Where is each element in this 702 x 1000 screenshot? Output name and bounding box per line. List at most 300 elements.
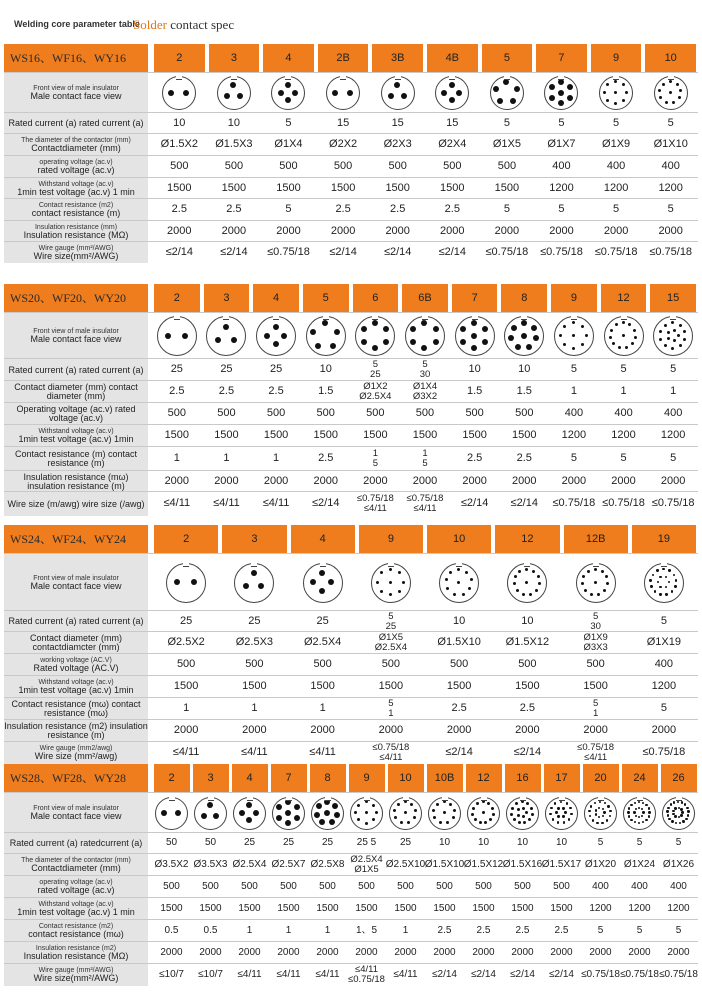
spec-value: 500	[217, 407, 236, 420]
spec-cell	[289, 742, 357, 764]
contact-pin-dot	[517, 808, 520, 811]
contact-pin-dot	[658, 89, 661, 92]
spec-cell	[230, 854, 269, 876]
spec-value: ≤0.75/18	[406, 493, 444, 505]
contact-pin-dot	[607, 805, 609, 807]
spec-row-resist	[4, 919, 698, 942]
contact-pin-dot	[432, 809, 435, 812]
spec-cell	[400, 492, 450, 516]
spec-cell	[152, 876, 191, 898]
contact-pin-dot	[567, 84, 573, 90]
contact-face-diagram	[623, 797, 656, 830]
pin-count-header: 3	[222, 525, 286, 553]
spec-cell	[220, 720, 288, 742]
spec-value: ≤4/11	[413, 503, 437, 514]
row-label	[4, 73, 148, 113]
pin-count-header: 9	[551, 284, 597, 312]
row-label	[4, 833, 148, 854]
spec-cell	[152, 425, 202, 447]
contact-pin-dot	[404, 811, 407, 814]
spec-value: 2000	[549, 224, 574, 237]
contact-pin-dot	[449, 97, 455, 103]
spec-value: 5	[597, 924, 604, 936]
contact-pin-dot	[603, 91, 606, 94]
spec-cell	[620, 942, 659, 964]
spec-value: 2000	[433, 946, 456, 958]
spec-cell	[425, 942, 464, 964]
contact-pin-dot	[638, 816, 640, 818]
contact-pin-dot	[559, 334, 562, 337]
spec-value: 2000	[378, 724, 404, 737]
spec-cell	[261, 156, 316, 178]
spec-value: 5	[660, 702, 667, 715]
contact-pin-dot	[672, 101, 675, 104]
spec-row-wire	[4, 963, 698, 986]
contact-pin-dot	[654, 590, 656, 592]
spec-cell	[357, 720, 425, 742]
spec-value: 5	[558, 116, 565, 129]
contact-pin-dot	[664, 344, 667, 347]
spec-value: 2000	[511, 946, 534, 958]
spec-cell	[503, 964, 542, 986]
spec-cell	[643, 178, 698, 199]
contact-pin-dot	[665, 586, 667, 588]
contact-pin-dot	[372, 818, 375, 821]
spec-value: 1500	[242, 680, 267, 693]
spec-value: 25	[248, 614, 261, 627]
spec-value: 1500	[394, 902, 417, 914]
spec-cell	[269, 854, 308, 876]
spec-value: 2.5	[519, 702, 536, 715]
spec-cell	[450, 313, 500, 359]
spec-value: 500	[381, 658, 401, 671]
spec-cell	[316, 199, 371, 221]
contact-pin-dot	[572, 347, 575, 350]
spec-cell	[425, 178, 480, 199]
contact-pin-dot	[554, 802, 556, 804]
spec-cell	[386, 833, 425, 854]
spec-cell	[230, 898, 269, 920]
spec-value: 5	[503, 116, 510, 129]
spec-cell	[152, 793, 191, 833]
spec-value: 400	[661, 160, 680, 173]
spec-value: 1200	[611, 429, 636, 442]
spec-cell	[581, 920, 620, 942]
pin-count-header: 16	[505, 764, 541, 792]
contact-pin-dot	[549, 95, 555, 101]
row-label-main: contact resistance (mω)	[28, 929, 124, 939]
spec-value: 5	[675, 837, 682, 849]
spec-cell	[386, 793, 425, 833]
spec-cell	[152, 611, 220, 632]
row-label-main: Male contact face view	[30, 811, 122, 821]
spec-value: Ø1.5X10	[424, 858, 465, 870]
spec-value: 500	[202, 880, 219, 892]
row-label	[4, 221, 148, 242]
row-label-small: Front view of male insulator	[33, 328, 119, 335]
contact-pin-dot	[635, 815, 637, 817]
spec-cell	[251, 447, 301, 471]
contact-pin-dot	[513, 582, 516, 585]
spec-value: 5	[388, 698, 394, 710]
contact-pin-dot	[511, 807, 514, 810]
spec-value: 2000	[515, 724, 540, 737]
contact-pin-dot	[662, 568, 664, 570]
contact-face-diagram	[371, 563, 411, 603]
row-label-main: 1min test voltage (ac.v) 1min	[18, 434, 134, 444]
spec-row-current	[4, 610, 698, 632]
contact-pin-dot	[460, 339, 466, 345]
spec-value: 1500	[511, 902, 534, 914]
contact-pin-dot	[518, 570, 521, 573]
spec-cell	[152, 654, 220, 676]
spec-cell	[599, 313, 649, 359]
spec-cell	[599, 403, 649, 425]
contact-pin-dot	[380, 590, 383, 593]
spec-value: 400	[631, 880, 648, 892]
spec-cell	[503, 898, 542, 920]
contact-pin-dot	[410, 326, 416, 332]
spec-value: 500	[170, 160, 189, 173]
spec-value: ≤0.75/18	[620, 968, 659, 980]
spec-value: 500	[167, 407, 186, 420]
spec-cell	[370, 156, 425, 178]
contact-pin-dot	[582, 575, 585, 578]
contact-pin-dot	[666, 810, 668, 812]
contact-pin-dot	[638, 822, 640, 824]
contact-pin-dot	[521, 333, 527, 339]
spec-cell	[316, 242, 371, 263]
spec-value: Ø1X9	[583, 632, 608, 644]
contact-pin-dot	[625, 346, 628, 349]
pin-count-header: 10	[427, 525, 491, 553]
spec-value: 500	[415, 407, 435, 420]
contact-pin-dot	[671, 347, 674, 350]
spec-value: Ø2.5X2	[167, 636, 205, 649]
contact-pin-dot	[365, 822, 368, 825]
spec-value: ≤2/14	[549, 968, 574, 980]
spec-cell	[499, 403, 549, 425]
spec-value: 1200	[667, 902, 690, 914]
spec-cell	[202, 313, 252, 359]
spec-cell	[589, 113, 644, 134]
spec-value: ≤4/11	[262, 497, 290, 510]
spec-value: ≤0.75/18	[642, 746, 686, 759]
contact-pin-dot	[482, 326, 488, 332]
pin-count-header: 5	[482, 44, 533, 72]
spec-cell	[659, 942, 698, 964]
contact-pin-dot	[677, 334, 680, 337]
spec-cell	[425, 554, 493, 611]
contact-pin-dot	[493, 86, 499, 92]
spec-cell	[308, 920, 347, 942]
contact-pin-dot	[453, 809, 456, 812]
spec-section	[4, 764, 698, 985]
spec-cell	[599, 425, 649, 447]
contact-pin-dot	[665, 593, 667, 595]
spec-cell	[152, 359, 202, 381]
spec-value: ≤4/11	[309, 746, 336, 759]
contact-pin-dot	[668, 818, 670, 820]
spec-value: Ø1.5X12	[505, 636, 550, 649]
contact-pin-dot	[680, 814, 682, 816]
spec-value: ≤2/14	[432, 968, 457, 980]
spec-value: ≤0.75/18	[348, 974, 385, 985]
spec-cell	[230, 793, 269, 833]
contact-pin-dot	[667, 331, 670, 334]
spec-cell	[202, 492, 252, 516]
spec-cell	[562, 742, 630, 764]
spec-cell	[347, 854, 386, 876]
spec-cell	[549, 471, 599, 492]
spec-cell	[643, 242, 698, 263]
spec-value: 10	[173, 116, 186, 129]
row-label-small: Contact resistance (m2)	[38, 202, 114, 209]
contact-pin-dot	[330, 343, 336, 349]
spec-cell	[370, 221, 425, 242]
contact-face-diagram	[350, 797, 383, 830]
spec-cell	[357, 698, 425, 720]
spec-value: ≤0.75/18	[372, 742, 410, 754]
spec-cell	[386, 942, 425, 964]
row-label-main: Contactdiameter (mm)	[31, 143, 121, 153]
spec-cell	[316, 113, 371, 134]
spec-value: 5	[613, 203, 620, 216]
spec-value: 1500	[462, 429, 487, 442]
spec-value: 2000	[221, 224, 247, 237]
spec-value: ≤2/14	[383, 245, 412, 258]
contact-pin-dot	[285, 82, 291, 88]
series-label: WS24、WF24、WY24	[4, 525, 148, 553]
spec-cell	[493, 611, 561, 632]
spec-cell	[450, 447, 500, 471]
contact-pin-dot	[665, 101, 668, 104]
row-label-small: Front view of male insulator	[33, 805, 119, 812]
spec-cell	[191, 793, 230, 833]
spec-cell	[425, 854, 464, 876]
spec-value: 1	[251, 702, 258, 715]
spec-cell	[503, 876, 542, 898]
spec-value: 1500	[440, 181, 465, 194]
contact-pin-dot	[398, 571, 401, 574]
spec-value: ≤2/14	[165, 245, 194, 258]
row-label	[4, 199, 148, 221]
contact-pin-dot	[659, 338, 662, 341]
spec-row-face	[4, 72, 698, 113]
series-label: WS16、WF16、WY16	[4, 44, 148, 72]
contact-pin-dot	[568, 818, 570, 820]
spec-value: Ø1X19	[646, 636, 681, 649]
contact-pin-dot	[334, 329, 340, 335]
spec-cell	[152, 676, 220, 698]
spec-cell	[425, 611, 493, 632]
spec-cell	[289, 611, 357, 632]
spec-value: 5	[503, 203, 510, 216]
contact-pin-dot	[443, 811, 446, 814]
spec-value: 5	[670, 452, 677, 465]
contact-pin-dot	[278, 90, 284, 96]
spec-value: 0.5	[203, 924, 218, 936]
row-label-main: Insulation resistance (mω) insulation resistance (m)	[23, 471, 129, 491]
contact-pin-dot	[207, 802, 213, 808]
spec-value: 1	[388, 708, 394, 719]
contact-pin-dot	[484, 821, 487, 824]
spec-row-current	[4, 832, 698, 854]
contact-pin-dot	[604, 802, 606, 804]
spec-value: 1	[422, 448, 428, 460]
pin-count-header: 4	[263, 44, 314, 72]
contact-pin-dot	[332, 803, 338, 809]
contact-pin-dot	[258, 583, 264, 589]
contact-pin-dot	[479, 821, 482, 824]
spec-row-diam	[4, 380, 698, 403]
spec-cell	[400, 471, 450, 492]
contact-face-diagram	[233, 797, 266, 830]
contact-pin-dot	[421, 345, 427, 351]
contact-pin-dot	[630, 804, 632, 806]
contact-pin-dot	[673, 339, 676, 342]
contact-pin-dot	[630, 819, 632, 821]
spec-cell	[220, 698, 288, 720]
spec-value: 1500	[214, 429, 239, 442]
spec-cell	[599, 447, 649, 471]
contact-pin-dot	[476, 802, 479, 805]
spec-cell	[659, 920, 698, 942]
spec-cell	[534, 242, 589, 263]
spec-value: ≤2/14	[460, 497, 489, 510]
spec-cell	[425, 676, 493, 698]
spec-value: ≤2/14	[311, 497, 340, 510]
spec-cell	[152, 698, 220, 720]
contact-pin-dot	[273, 324, 279, 330]
contact-pin-dot	[594, 581, 597, 584]
contact-pin-dot	[487, 802, 490, 805]
contact-pin-dot	[514, 575, 517, 578]
spec-value: 400	[670, 880, 687, 892]
spec-cell	[562, 554, 630, 611]
contact-pin-dot	[672, 810, 674, 812]
spec-cell	[269, 898, 308, 920]
spec-cell	[425, 632, 493, 654]
spec-cell	[370, 178, 425, 199]
spec-cell	[480, 73, 535, 113]
contact-pin-dot	[294, 804, 300, 810]
contact-pin-dot	[523, 821, 526, 824]
contact-pin-dot	[560, 801, 562, 803]
spec-value: 25	[385, 620, 397, 632]
spec-cell	[589, 73, 644, 113]
row-label	[4, 554, 148, 611]
spec-value: 2000	[242, 724, 267, 737]
contact-pin-dot	[614, 91, 617, 94]
spec-value: 400	[552, 160, 571, 173]
spec-value: 2000	[355, 946, 378, 958]
spec-value: 2000	[173, 724, 199, 737]
contact-pin-dot	[538, 582, 541, 585]
spec-value: 500	[333, 160, 353, 173]
contact-pin-dot	[472, 807, 475, 810]
spec-value: ≤4/11	[393, 968, 418, 980]
row-label-main: rated voltage (ac.v)	[37, 165, 115, 175]
contact-pin-dot	[525, 811, 528, 814]
contact-pin-dot	[602, 808, 604, 810]
spec-value: 500	[397, 880, 414, 892]
pin-count-header: 7	[536, 44, 587, 72]
row-label	[4, 471, 148, 492]
spec-cell	[648, 471, 698, 492]
row-label-main: Rated voltage (AC.V)	[33, 663, 119, 673]
spec-value: Ø2.5X4	[303, 636, 342, 649]
contact-pin-dot	[319, 588, 325, 594]
pin-count-header: 10	[388, 764, 424, 792]
spec-value: ≤4/11	[355, 964, 378, 976]
spec-value: ≤2/14	[510, 968, 535, 980]
spec-cell	[351, 403, 401, 425]
spec-value: 500	[224, 160, 244, 173]
contact-pin-dot	[449, 82, 455, 88]
row-label-main: Contact resistance (mω) contact resistance (mω)	[11, 699, 141, 718]
spec-value: Ø1.5X12	[463, 858, 504, 870]
spec-value: 1200	[658, 181, 683, 194]
contact-pin-dot	[465, 571, 468, 574]
row-label-main: Contact diameter (mm) contactdiamcter (mm)	[29, 633, 123, 652]
contact-pin-dot	[667, 807, 669, 809]
spec-cell	[191, 854, 230, 876]
spec-value: 5	[670, 363, 677, 376]
contact-pin-dot	[676, 83, 679, 86]
contact-pin-dot	[161, 810, 167, 816]
spec-cell	[347, 964, 386, 986]
spec-cell	[202, 447, 252, 471]
spec-cell	[152, 221, 207, 242]
spec-cell	[308, 876, 347, 898]
spec-value: 10	[438, 837, 451, 849]
spec-value: 500	[358, 880, 375, 892]
contact-pin-dot	[394, 816, 397, 819]
contact-pin-dot	[627, 811, 629, 813]
row-label-small: The diameter of the contactor (mm)	[21, 857, 131, 864]
contact-pin-dot	[182, 333, 188, 339]
contact-pin-dot	[678, 96, 681, 99]
page-header	[0, 0, 702, 38]
contact-pin-dot	[614, 80, 617, 83]
contact-pin-dot	[414, 809, 417, 812]
spec-cell	[230, 920, 269, 942]
row-label	[4, 492, 148, 516]
spec-cell	[549, 425, 599, 447]
spec-cell	[648, 447, 698, 471]
spec-cell	[643, 73, 698, 113]
spec-value: 2000	[583, 724, 608, 737]
contact-pin-dot	[407, 821, 410, 824]
spec-row-resist	[4, 198, 698, 221]
spec-value: Ø1.5X16	[502, 858, 543, 870]
spec-cell	[301, 359, 351, 381]
contact-pin-dot	[605, 575, 608, 578]
contact-face-diagram	[206, 316, 246, 356]
spec-cell	[220, 554, 288, 611]
spec-cell	[630, 632, 698, 654]
spec-cell	[499, 381, 549, 403]
row-label	[4, 178, 148, 199]
spec-cell	[152, 242, 207, 263]
spec-cell	[370, 242, 425, 263]
contact-face-diagram	[584, 797, 617, 830]
spec-value: 500	[319, 880, 336, 892]
spec-value: 2000	[628, 946, 651, 958]
row-label	[4, 313, 148, 359]
spec-value: 2.5	[226, 203, 242, 216]
